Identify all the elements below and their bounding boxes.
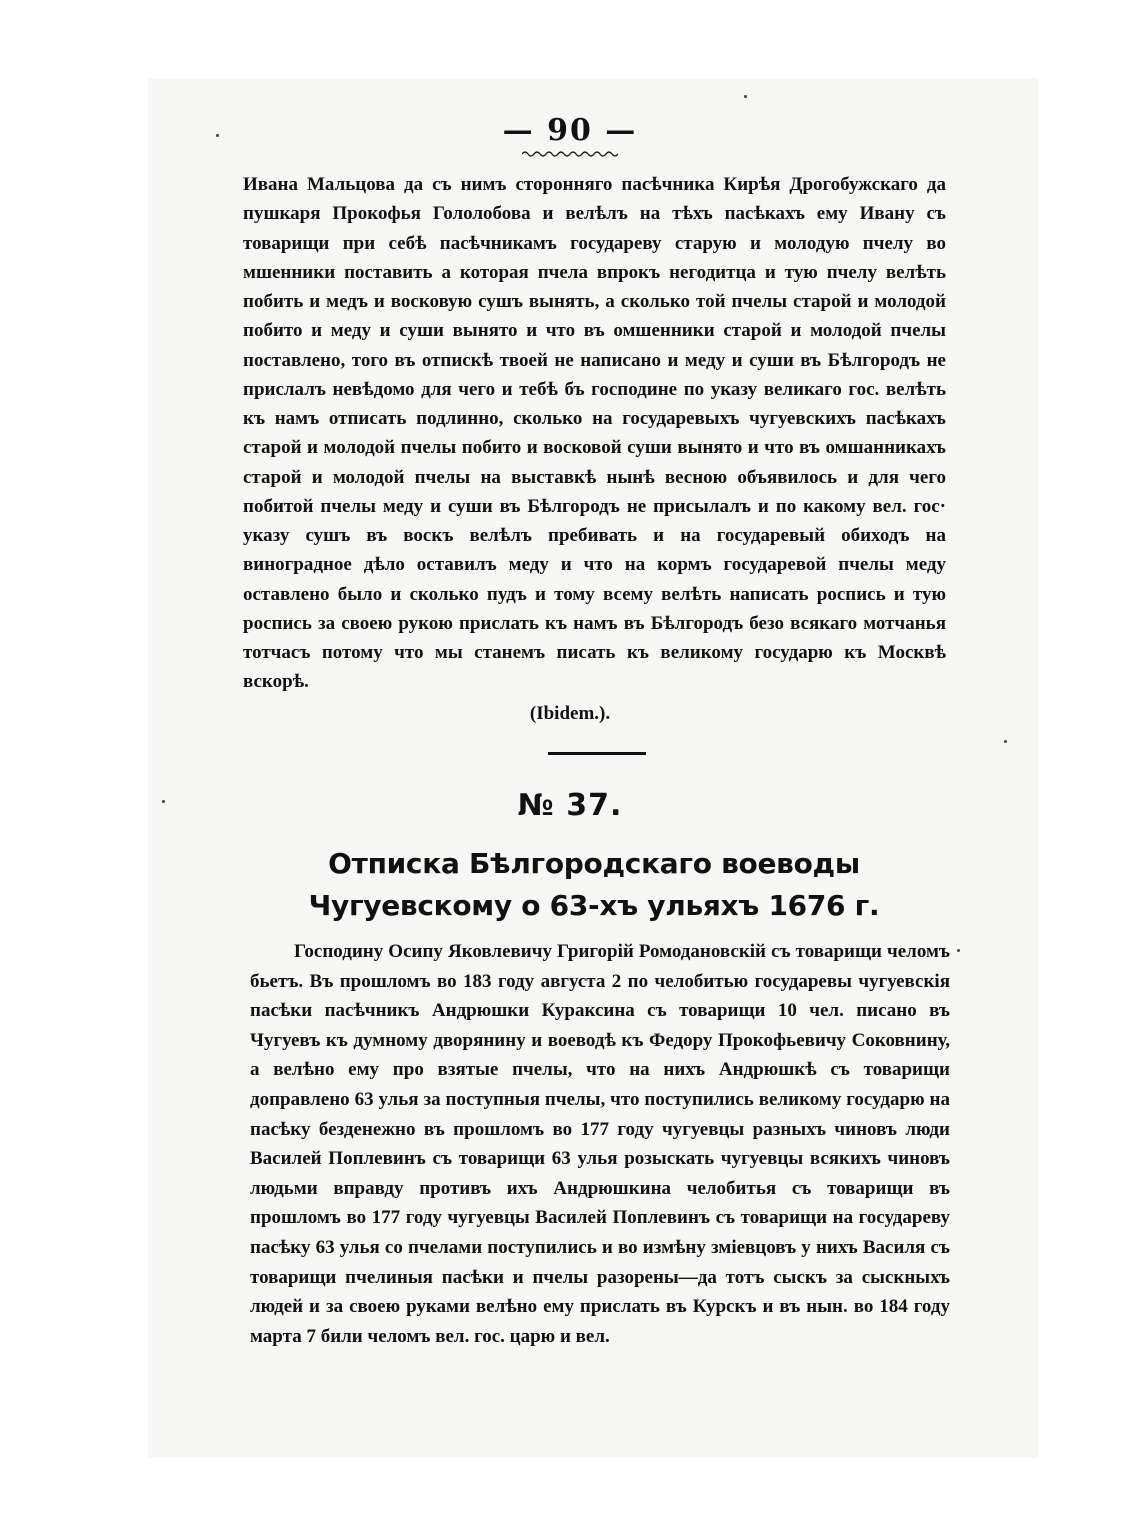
document-text <box>250 937 950 1351</box>
scan-speck <box>216 134 219 137</box>
previous-document-paragraph: Ивана Мальцова да съ нимъ сторонняго пасѣчника Кирѣя Дрогобужскаго да пушкаря Прокофья Гололобова и велѣлъ на тѣхъ пасѣкахъ ему Ивану съ товарищи при себѣ пасѣчникамъ государеву старую и молодую пчелу во мшенники поставить а которая пчела впрокъ негодитца и тую пчелу велѣть побить и медъ и восковую сушъ вынять, а сколько той пчелы старой и молодой побито и меду и суши вынято и что въ омшенники старой и молодой пчелы поставлено, того въ отпискѣ твоей не написано и меду и суши въ Бѣлгородъ не прислалъ невѣдомо для чего и тебѣ бъ господине по указу великаго гос. велѣть къ намъ отписать подлинно, сколько на государевыхъ чугуевскихъ пасѣкахъ старой и молодой пчелы побито и восковой суши вынято и что въ омшанникахъ старой и молодой пчелы на выставкѣ нынѣ весною объявилось и для чего побитой пчелы меду и суши въ Бѣлгородъ не присылалъ и по какому вел. гос· указу сушъ въ воскъ велѣлъ пребивать и на государевый обиходъ на виноградное дѣло оставилъ меду и что на кормъ государевой пчелы меду оставлено было и сколько пудъ и тому всему велѣть написать роспись и тую роспись за своею рукою прислать къ намъ въ Бѣлгородъ безо всякаго мотчанья тотчасъ потому что мы станемъ писать къ великому государю къ Москвѣ вскорѣ. <box>243 174 946 693</box>
section-divider <box>548 752 646 755</box>
previous-document-text <box>243 170 946 697</box>
scan-speck <box>957 949 960 952</box>
page-number-text: — 90 — <box>502 113 638 148</box>
scan-speck <box>162 800 165 803</box>
document-number: № 37. <box>517 788 623 823</box>
document-paragraph: Господину Осипу Яковлевичу Григорій Ромодановскій съ товарищи челомъ бьетъ. Въ прошломъ во 183 году августа 2 по челобитью государевы чугуевскія пасѣки пасѣчникъ Андрюшки Кураксина съ товарищи 10 чел. писано въ Чугуевъ къ думному дворянину и воеводѣ къ Федору Прокофьевичу Соковнину, а велѣно ему про взятые пчелы, что на нихъ Андрюшкѣ съ товарищи доправлено 63 улья за поступныя пчелы, что поступились великому государю на пасѣку безденежно въ прошломъ во 177 году чугуевцы разныхъ чиновъ люди Василей Поплевинъ съ товарищи 63 улья розыскать чугуевцы всякихъ чиновъ людьми вправду противъ ихъ Андрюшкина челобитья съ товарищи въ прошломъ во 177 году чугуевцы Василей Поплевинъ съ товарищи на государеву пасѣку 63 улья со пчелами поступились и во измѣну зміевцовъ у нихъ Василя съ товарищи пчелиныя пасѣки и пчелы разорены—да тотъ сыскъ за сыскныхъ людей и за своею руками велѣно ему прислать въ Курскъ и въ нын. во 184 году марта 7 били челомъ вел. гос. царю и вел. <box>250 941 950 1347</box>
document-title: Отписка Бѣлгородскаго воеводы Чугуевскому о 63-хъ ульяхъ 1676 г. <box>308 847 880 922</box>
page-number <box>0 113 1140 158</box>
source-note: (Ibidem.). <box>529 703 611 724</box>
scan-speck <box>744 95 747 98</box>
scan-speck <box>1004 740 1007 743</box>
page-number-ornament <box>522 150 618 158</box>
